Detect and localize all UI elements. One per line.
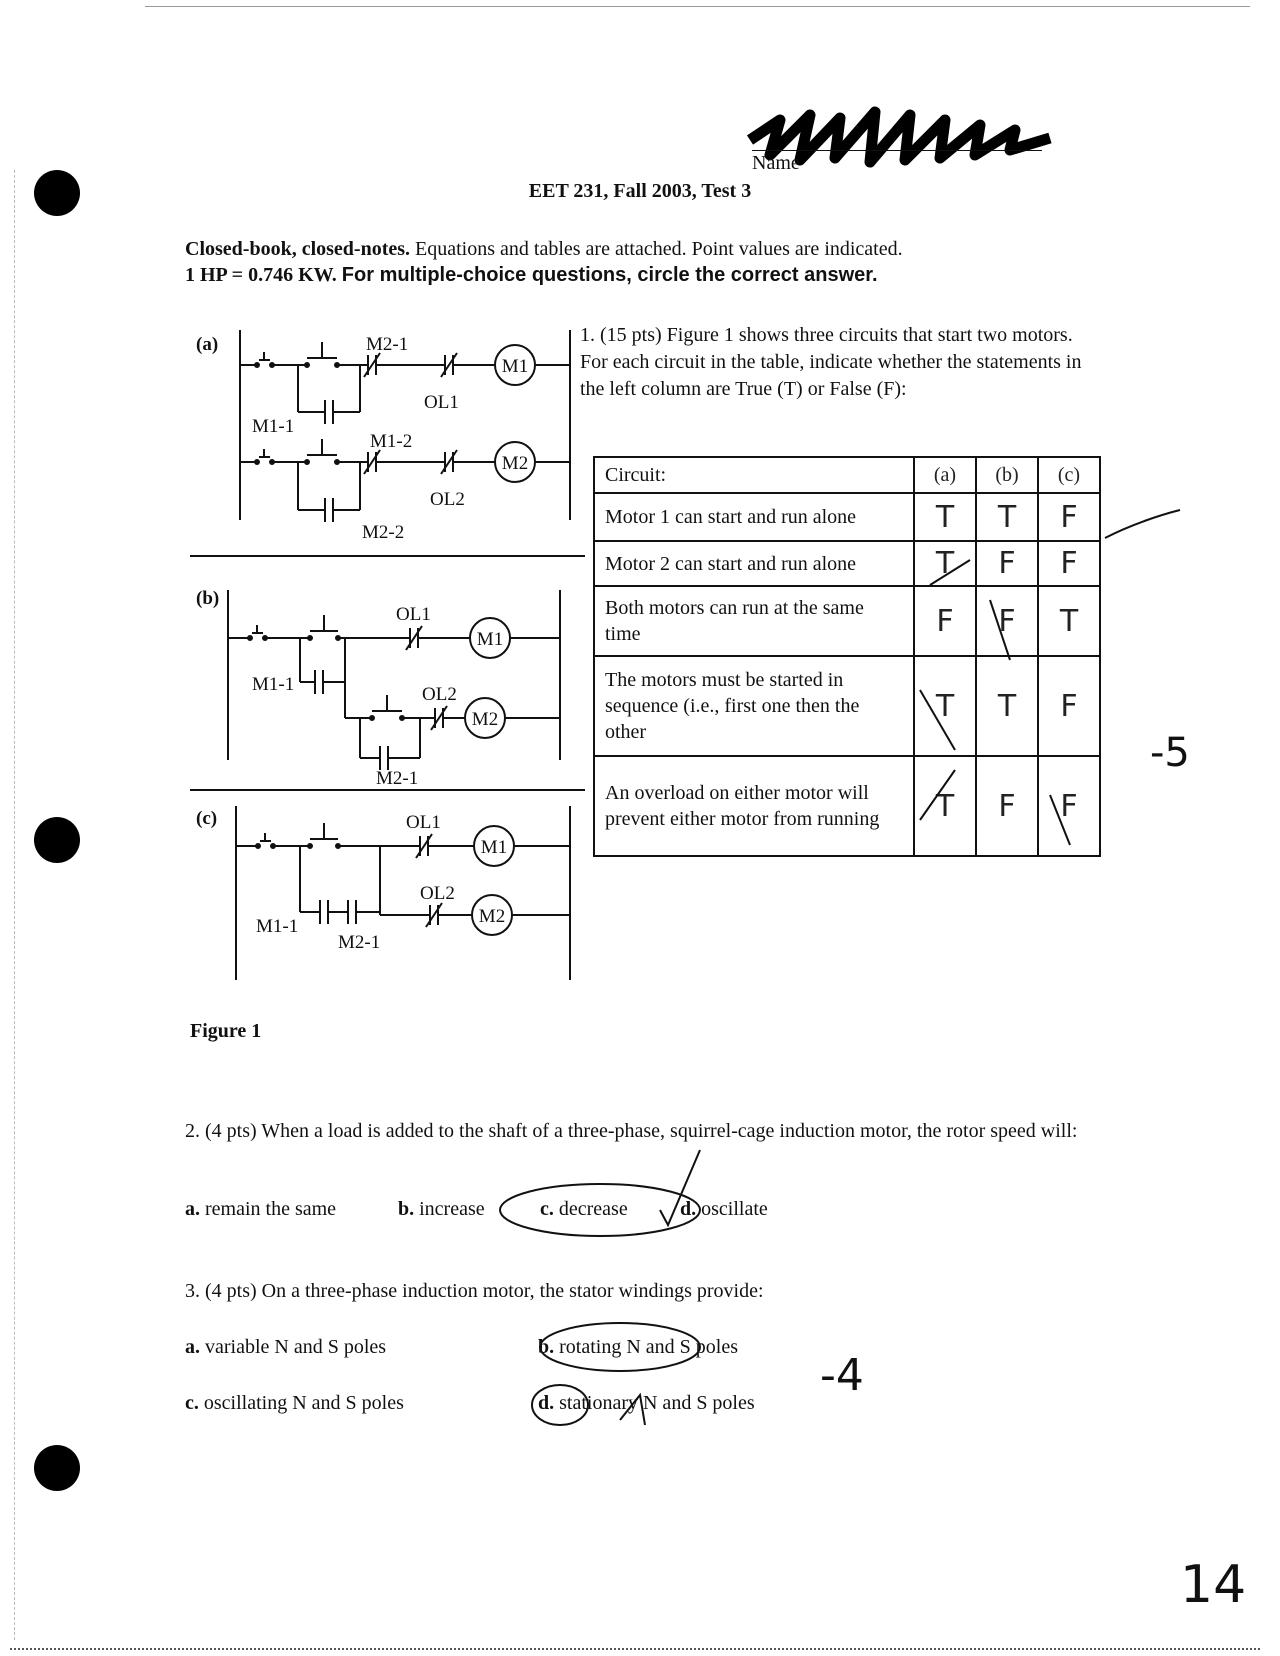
contact-m2-1-b: M2-1 — [376, 768, 419, 789]
page-title: EET 231, Fall 2003, Test 3 — [528, 180, 752, 202]
q3-option-c[interactable]: c. oscillating N and S poles — [185, 1392, 404, 1414]
grader-mark-q1: -5 — [1150, 730, 1190, 776]
q2-option-a[interactable]: a. remain the same — [185, 1198, 337, 1220]
grader-mark-q3: -4 — [820, 1350, 864, 1401]
motor-m2-a: M2 — [501, 453, 529, 474]
table-header-circuit: Circuit: — [594, 457, 914, 493]
q2-option-d[interactable]: d. oscillate — [680, 1198, 768, 1220]
name-label: Name — [752, 152, 800, 174]
instructions-line-1 — [185, 238, 903, 261]
table-header-row — [594, 457, 1100, 493]
motor-m1-c: M1 — [480, 837, 508, 858]
answer-cell[interactable]: F — [1038, 656, 1100, 756]
page-score: 14 — [1180, 1555, 1247, 1615]
q2-option-c[interactable]: c. decrease — [540, 1198, 628, 1220]
answer-cell[interactable]: T — [914, 756, 976, 856]
contact-m2-1-c: M2-1 — [338, 932, 381, 953]
motor-m2-c: M2 — [478, 906, 506, 927]
answer-cell[interactable]: T — [976, 656, 1038, 756]
contact-m1-1-b: M1-1 — [252, 674, 295, 695]
answer-cell[interactable]: F — [976, 541, 1038, 586]
overload-ol1-b: OL1 — [396, 604, 431, 625]
q3-option-d[interactable]: d. stationary N and S poles — [538, 1392, 755, 1414]
binder-hole-middle — [34, 817, 80, 863]
statement-cell: An overload on either motor will prevent either motor from running — [594, 756, 914, 856]
question-1-text: 1. (15 pts) Figure 1 shows three circuits that start two motors. For each circuit in the table, indicate whether the statements in the left column are True (T) or False (F): — [580, 324, 1082, 400]
circle-answer-note: For multiple-choice questions, circle the correct answer. — [341, 264, 878, 286]
q3-option-b[interactable]: b. rotating N and S poles — [538, 1336, 738, 1358]
name-line — [752, 150, 1042, 151]
q2-option-b[interactable]: b. increase — [398, 1198, 485, 1220]
answer-cell[interactable]: F — [976, 756, 1038, 856]
table-header-b: (b) — [976, 457, 1038, 493]
contact-m1-2-a: M1-2 — [370, 431, 413, 452]
answer-cell[interactable]: F — [1038, 493, 1100, 541]
motor-m1-b: M1 — [476, 629, 504, 650]
statement-cell: Both motors can run at the same time — [594, 586, 914, 656]
q3-option-a[interactable]: a. variable N and S poles — [185, 1336, 387, 1358]
overload-ol2-c: OL2 — [420, 883, 455, 904]
q2-answer-circle — [490, 1140, 720, 1240]
motor-m1-a: M1 — [501, 356, 529, 377]
contact-m1-1-c: M1-1 — [256, 916, 299, 937]
page-left-edge — [14, 170, 15, 1640]
instructions-bold: Closed-book, closed-notes. — [185, 238, 411, 260]
answer-cell[interactable]: T — [914, 493, 976, 541]
answer-cell[interactable]: F — [1038, 541, 1100, 586]
table-header-a: (a) — [914, 457, 976, 493]
panel-c-label: (c) — [196, 808, 218, 829]
page-bottom-edge — [10, 1648, 1260, 1650]
answer-cell[interactable]: T — [976, 493, 1038, 541]
overload-ol1-a: OL1 — [424, 392, 459, 413]
overload-ol2-a: OL2 — [430, 489, 465, 510]
table-header-c: (c) — [1038, 457, 1100, 493]
hp-conversion: 1 HP = 0.746 KW. — [185, 264, 337, 286]
statement-cell: Motor 2 can start and run alone — [594, 541, 914, 586]
instructions-rest: Equations and tables are attached. Point values are indicated. — [415, 238, 903, 260]
contact-m2-1-a: M2-1 — [366, 334, 409, 355]
answer-cell[interactable]: T — [914, 656, 976, 756]
figure-caption: Figure 1 — [190, 1020, 262, 1042]
overload-ol2-b: OL2 — [422, 684, 457, 705]
figure-1-ladder-diagrams — [180, 320, 600, 1000]
question-3-text: 3. (4 pts) On a three-phase induction motor, the stator windings provide: — [185, 1280, 764, 1302]
question-2-text: 2. (4 pts) When a load is added to the shaft of a three-phase, squirrel-cage induction motor, the rotor speed will: — [185, 1120, 1078, 1142]
statement-cell: The motors must be started in sequence (i.e., first one then the other — [594, 656, 914, 756]
overload-ol1-c: OL1 — [406, 812, 441, 833]
grader-marks-table — [900, 500, 1200, 880]
statement-cell: Motor 1 can start and run alone — [594, 493, 914, 541]
answer-cell[interactable]: F — [914, 586, 976, 656]
instructions-line-2 — [185, 264, 878, 287]
contact-m2-2-a: M2-2 — [362, 522, 405, 543]
answer-cell[interactable]: F — [976, 586, 1038, 656]
panel-b-label: (b) — [196, 588, 220, 609]
contact-m1-1-a: M1-1 — [252, 416, 295, 437]
motor-m2-b: M2 — [471, 709, 499, 730]
answer-cell[interactable]: F — [1038, 756, 1100, 856]
binder-hole-bottom — [34, 1445, 80, 1491]
panel-a-label: (a) — [196, 334, 219, 355]
page-top-edge — [145, 6, 1250, 7]
answer-cell[interactable]: T — [914, 541, 976, 586]
q3-answer-circles — [520, 1305, 720, 1435]
answer-cell[interactable]: T — [1038, 586, 1100, 656]
